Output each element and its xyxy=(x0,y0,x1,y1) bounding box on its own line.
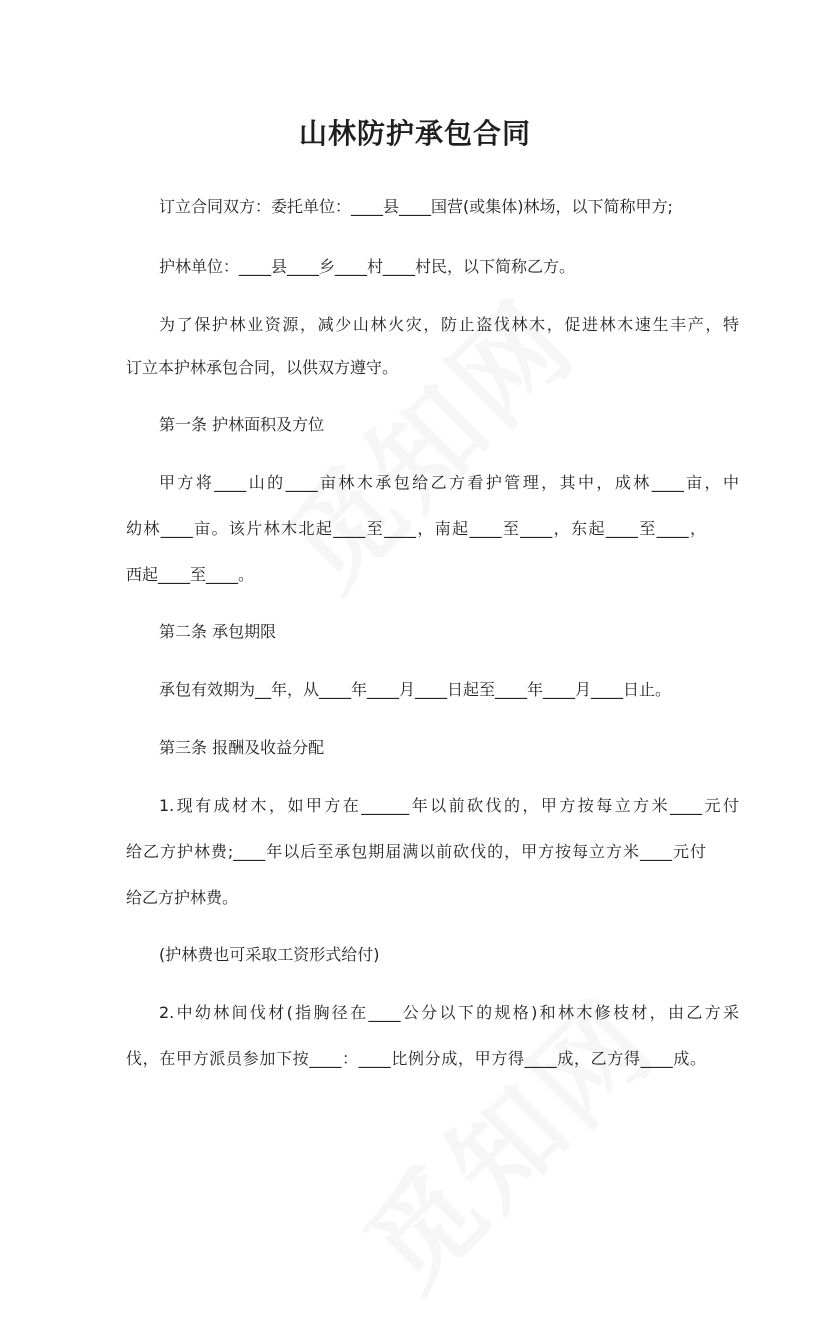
article-3-note: (护林费也可采取工资形式给付) xyxy=(159,945,380,964)
paragraph-parties: 订立合同双方：委托单位：____县____国营(或集体)林场，以下简称甲方; xyxy=(159,197,673,216)
article-1-heading: 第一条 护林面积及方位 xyxy=(159,415,325,434)
article-3-item1-line3: 给乙方护林费。 xyxy=(126,888,239,907)
paragraph-purpose-line1: 为了保护林业资源，减少山林火灾，防止盗伐林木，促进林木速生丰产，特 xyxy=(159,315,739,334)
paragraph-guard-unit: 护林单位：____县____乡____村____村民，以下简称乙方。 xyxy=(159,257,576,276)
paragraph-purpose-line2: 订立本护林承包合同，以供双方遵守。 xyxy=(126,358,399,377)
article-3-item1-line1: 1.现有成材木，如甲方在______年以前砍伐的，甲方按每立方米____元付 xyxy=(159,796,739,815)
article-3-heading: 第三条 报酬及收益分配 xyxy=(159,738,325,757)
article-3-item2-line2: 伐，在甲方派员参加下按____：____比例分成，甲方得____成，乙方得____成。 xyxy=(126,1049,706,1068)
article-1-line3: 西起____至____。 xyxy=(126,565,255,584)
article-2-body: 承包有效期为__年，从____年____月____日起至____年____月____日止。 xyxy=(159,680,672,699)
article-1-line2: 幼林____亩。该片林木北起____至____，南起____至____，东起____至____， xyxy=(126,519,706,538)
article-2-heading: 第二条 承包期限 xyxy=(159,622,277,641)
article-3-item2-line1: 2.中幼林间伐材(指胸径在____公分以下的规格)和林木修枝材，由乙方采 xyxy=(159,1003,739,1022)
article-3-item1-line2: 给乙方护林费;____年以后至承包期届满以前砍伐的，甲方按每立方米____元付 xyxy=(126,842,706,861)
article-1-line1: 甲方将____山的____亩林木承包给乙方看护管理，其中，成林____亩，中 xyxy=(159,473,739,492)
document-title: 山林防护承包合同 xyxy=(298,117,531,150)
